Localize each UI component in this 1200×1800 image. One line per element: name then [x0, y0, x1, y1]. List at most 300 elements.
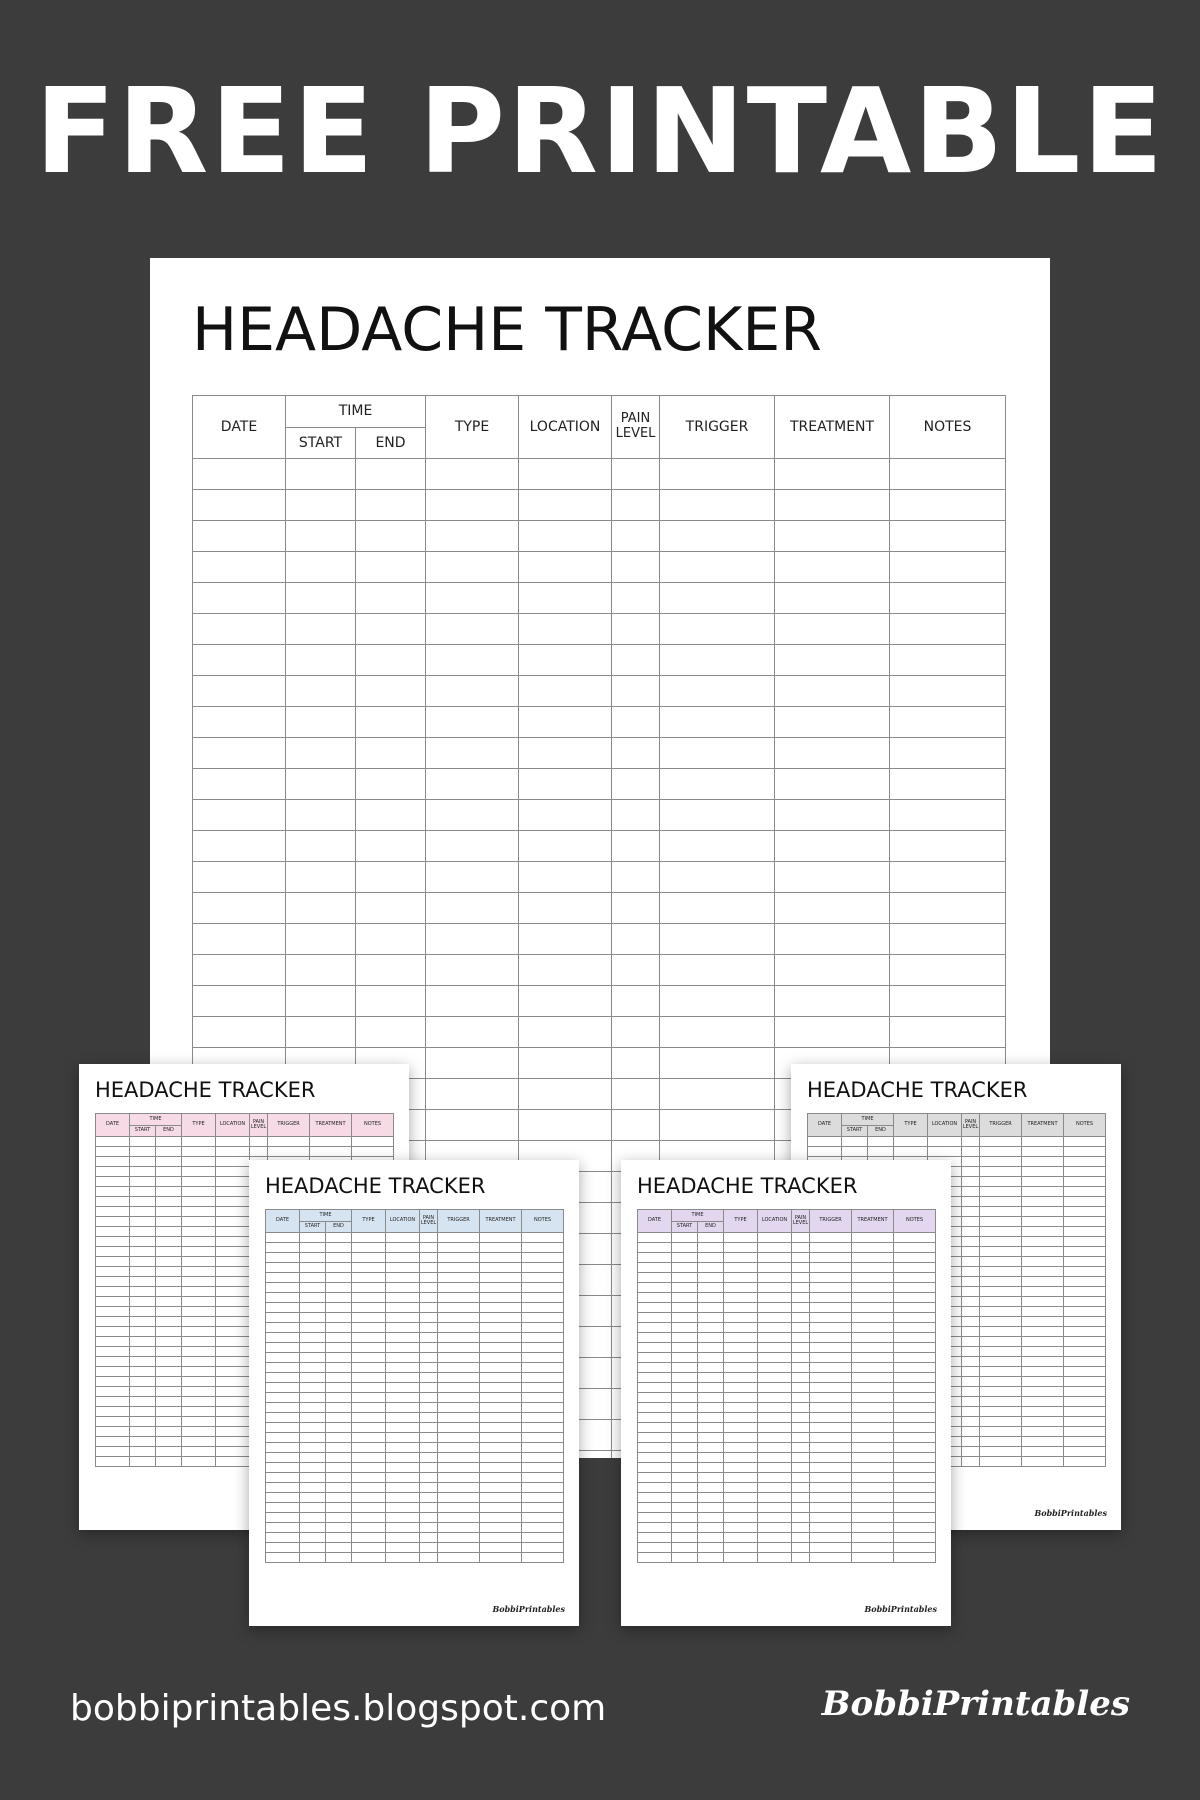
table-cell	[480, 1423, 522, 1433]
table-cell	[792, 1503, 810, 1513]
table-cell	[352, 1263, 386, 1273]
table-cell	[193, 831, 286, 862]
table-cell	[130, 1217, 156, 1227]
table-cell	[356, 924, 426, 955]
table-row	[638, 1523, 936, 1533]
table-cell	[182, 1147, 216, 1157]
table-cell	[300, 1473, 326, 1483]
table-cell	[758, 1343, 792, 1353]
table-cell	[193, 645, 286, 676]
table-cell	[980, 1357, 1022, 1367]
table-cell	[758, 1523, 792, 1533]
table-cell	[420, 1493, 438, 1503]
table-row	[266, 1493, 564, 1503]
table-cell	[300, 1253, 326, 1263]
table-cell	[216, 1297, 250, 1307]
table-cell	[522, 1413, 564, 1423]
table-cell	[660, 552, 775, 583]
table-cell	[792, 1403, 810, 1413]
table-cell	[193, 552, 286, 583]
col-end: END	[156, 1126, 182, 1137]
table-cell	[890, 769, 1006, 800]
table-cell	[156, 1457, 182, 1467]
table-cell	[519, 1048, 612, 1079]
table-cell	[724, 1323, 758, 1333]
table-cell	[638, 1413, 672, 1423]
table-cell	[758, 1493, 792, 1503]
table-cell	[310, 1137, 352, 1147]
table-cell	[480, 1503, 522, 1513]
table-cell	[182, 1417, 216, 1427]
table-cell	[962, 1197, 980, 1207]
footer-url: bobbiprintables.blogspot.com	[70, 1688, 607, 1729]
table-cell	[420, 1243, 438, 1253]
table-cell	[1064, 1137, 1106, 1147]
table-cell	[326, 1423, 352, 1433]
table-cell	[980, 1397, 1022, 1407]
table-row	[638, 1533, 936, 1543]
table-cell	[1022, 1277, 1064, 1287]
table-row	[638, 1273, 936, 1283]
table-cell	[792, 1283, 810, 1293]
table-cell	[300, 1533, 326, 1543]
table-cell	[638, 1273, 672, 1283]
table-cell	[480, 1383, 522, 1393]
table-cell	[352, 1243, 386, 1253]
table-cell	[724, 1393, 758, 1403]
table-cell	[852, 1283, 894, 1293]
table-row	[266, 1293, 564, 1303]
table-cell	[193, 955, 286, 986]
table-cell	[962, 1297, 980, 1307]
table-cell	[326, 1513, 352, 1523]
table-cell	[852, 1303, 894, 1313]
table-cell	[266, 1243, 300, 1253]
table-cell	[758, 1243, 792, 1253]
table-cell	[724, 1463, 758, 1473]
table-cell	[758, 1363, 792, 1373]
table-cell	[130, 1397, 156, 1407]
table-cell	[1022, 1327, 1064, 1337]
table-cell	[852, 1253, 894, 1263]
table-cell	[519, 831, 612, 862]
table-cell	[522, 1443, 564, 1453]
table-cell	[852, 1333, 894, 1343]
mini-sheet-title: HEADACHE TRACKER	[95, 1078, 316, 1102]
table-cell	[724, 1283, 758, 1293]
table-cell	[672, 1393, 698, 1403]
table-cell	[962, 1227, 980, 1237]
table-cell	[638, 1353, 672, 1363]
col-end: END	[698, 1222, 724, 1233]
table-cell	[156, 1197, 182, 1207]
table-cell	[698, 1543, 724, 1553]
table-cell	[758, 1553, 792, 1563]
table-cell	[480, 1463, 522, 1473]
table-cell	[216, 1157, 250, 1167]
col-trigger: TRIGGER	[438, 1210, 480, 1233]
col-start: START	[300, 1222, 326, 1233]
table-cell	[216, 1257, 250, 1267]
table-cell	[980, 1437, 1022, 1447]
table-cell	[852, 1503, 894, 1513]
table-cell	[962, 1407, 980, 1417]
table-row	[638, 1323, 936, 1333]
table-cell	[660, 645, 775, 676]
table-cell	[1064, 1427, 1106, 1437]
table-cell	[96, 1327, 130, 1337]
table-cell	[326, 1303, 352, 1313]
table-cell	[130, 1257, 156, 1267]
table-cell	[775, 831, 890, 862]
table-cell	[1022, 1407, 1064, 1417]
table-cell	[792, 1373, 810, 1383]
table-cell	[130, 1167, 156, 1177]
table-cell	[386, 1263, 420, 1273]
table-cell	[480, 1403, 522, 1413]
table-cell	[438, 1353, 480, 1363]
table-cell	[980, 1417, 1022, 1427]
table-cell	[420, 1253, 438, 1263]
table-cell	[894, 1463, 936, 1473]
table-cell	[698, 1333, 724, 1343]
table-row	[638, 1453, 936, 1463]
table-cell	[480, 1513, 522, 1523]
table-cell	[698, 1283, 724, 1293]
table-cell	[852, 1353, 894, 1363]
table-cell	[1064, 1167, 1106, 1177]
table-cell	[1022, 1377, 1064, 1387]
table-cell	[96, 1407, 130, 1417]
table-cell	[660, 769, 775, 800]
table-row	[266, 1413, 564, 1423]
table-cell	[962, 1217, 980, 1227]
table-cell	[724, 1233, 758, 1243]
table-cell	[480, 1443, 522, 1453]
table-cell	[1022, 1247, 1064, 1257]
table-cell	[758, 1253, 792, 1263]
table-cell	[156, 1227, 182, 1237]
table-cell	[810, 1443, 852, 1453]
table-cell	[420, 1383, 438, 1393]
table-cell	[672, 1293, 698, 1303]
table-cell	[266, 1493, 300, 1503]
table-cell	[352, 1413, 386, 1423]
table-cell	[480, 1413, 522, 1423]
table-cell	[758, 1473, 792, 1483]
table-row	[808, 1147, 1106, 1157]
col-start: START	[286, 428, 356, 459]
table-cell	[420, 1263, 438, 1273]
table-cell	[356, 521, 426, 552]
table-cell	[638, 1553, 672, 1563]
table-cell	[426, 769, 519, 800]
table-cell	[810, 1473, 852, 1483]
table-cell	[182, 1387, 216, 1397]
table-cell	[1064, 1247, 1106, 1257]
table-cell	[519, 893, 612, 924]
table-cell	[758, 1303, 792, 1313]
table-cell	[480, 1543, 522, 1553]
table-cell	[426, 490, 519, 521]
table-cell	[638, 1333, 672, 1343]
table-cell	[438, 1283, 480, 1293]
table-cell	[216, 1357, 250, 1367]
table-cell	[519, 738, 612, 769]
table-cell	[522, 1503, 564, 1513]
table-cell	[698, 1493, 724, 1503]
table-cell	[156, 1317, 182, 1327]
col-end: END	[326, 1222, 352, 1233]
table-cell	[266, 1413, 300, 1423]
table-cell	[130, 1317, 156, 1327]
table-cell	[96, 1277, 130, 1287]
table-cell	[96, 1347, 130, 1357]
col-pain-level: PAIN LEVEL	[962, 1114, 980, 1137]
table-cell	[426, 1017, 519, 1048]
table-cell	[182, 1267, 216, 1277]
table-cell	[352, 1513, 386, 1523]
table-cell	[724, 1243, 758, 1253]
table-cell	[522, 1453, 564, 1463]
table-cell	[1022, 1397, 1064, 1407]
table-row	[193, 831, 1006, 862]
table-cell	[156, 1417, 182, 1427]
table-cell	[156, 1247, 182, 1257]
table-cell	[638, 1363, 672, 1373]
table-cell	[660, 521, 775, 552]
table-cell	[216, 1177, 250, 1187]
table-cell	[638, 1343, 672, 1353]
table-cell	[386, 1423, 420, 1433]
table-cell	[792, 1253, 810, 1263]
table-cell	[852, 1463, 894, 1473]
table-cell	[698, 1253, 724, 1263]
table-cell	[1064, 1257, 1106, 1267]
table-cell	[96, 1427, 130, 1437]
table-cell	[810, 1553, 852, 1563]
table-row	[266, 1503, 564, 1513]
table-cell	[792, 1473, 810, 1483]
table-cell	[326, 1243, 352, 1253]
table-cell	[928, 1147, 962, 1157]
table-cell	[286, 955, 356, 986]
table-cell	[300, 1263, 326, 1273]
table-row	[266, 1273, 564, 1283]
table-cell	[890, 552, 1006, 583]
table-cell	[980, 1317, 1022, 1327]
table-cell	[758, 1373, 792, 1383]
table-cell	[1022, 1457, 1064, 1467]
table-cell	[352, 1147, 394, 1157]
table-cell	[698, 1383, 724, 1393]
table-cell	[724, 1513, 758, 1523]
table-cell	[1064, 1357, 1106, 1367]
table-cell	[1064, 1447, 1106, 1457]
table-cell	[660, 676, 775, 707]
table-cell	[386, 1363, 420, 1373]
table-cell	[300, 1233, 326, 1243]
table-cell	[890, 924, 1006, 955]
table-cell	[792, 1233, 810, 1243]
table-cell	[216, 1447, 250, 1457]
col-type: TYPE	[724, 1210, 758, 1233]
table-cell	[672, 1413, 698, 1423]
table-cell	[852, 1423, 894, 1433]
table-cell	[672, 1233, 698, 1243]
table-cell	[352, 1363, 386, 1373]
table-cell	[962, 1207, 980, 1217]
mini-watermark: BobbiPrintables	[492, 1604, 565, 1614]
table-cell	[612, 893, 660, 924]
table-cell	[96, 1457, 130, 1467]
table-cell	[724, 1303, 758, 1313]
col-start: START	[672, 1222, 698, 1233]
table-cell	[962, 1377, 980, 1387]
table-cell	[612, 1017, 660, 1048]
table-cell	[810, 1403, 852, 1413]
table-cell	[660, 800, 775, 831]
table-cell	[156, 1297, 182, 1307]
table-cell	[156, 1357, 182, 1367]
table-cell	[480, 1303, 522, 1313]
table-cell	[638, 1423, 672, 1433]
table-cell	[638, 1283, 672, 1293]
table-cell	[326, 1373, 352, 1383]
table-cell	[1064, 1367, 1106, 1377]
col-treatment: TREATMENT	[1022, 1114, 1064, 1137]
table-cell	[300, 1283, 326, 1293]
table-cell	[660, 924, 775, 955]
table-cell	[326, 1343, 352, 1353]
table-row	[266, 1343, 564, 1353]
table-cell	[672, 1553, 698, 1563]
table-cell	[660, 831, 775, 862]
table-cell	[96, 1157, 130, 1167]
table-cell	[638, 1493, 672, 1503]
table-cell	[724, 1543, 758, 1553]
table-cell	[672, 1473, 698, 1483]
table-cell	[519, 583, 612, 614]
table-cell	[758, 1503, 792, 1513]
table-cell	[810, 1263, 852, 1273]
mini-sheet-blue	[249, 1160, 579, 1626]
table-cell	[420, 1393, 438, 1403]
table-cell	[792, 1263, 810, 1273]
table-cell	[758, 1323, 792, 1333]
table-cell	[386, 1493, 420, 1503]
table-cell	[522, 1263, 564, 1273]
table-cell	[326, 1433, 352, 1443]
table-cell	[96, 1357, 130, 1367]
table-cell	[775, 862, 890, 893]
table-cell	[758, 1263, 792, 1273]
table-cell	[300, 1273, 326, 1283]
table-cell	[266, 1543, 300, 1553]
table-cell	[352, 1493, 386, 1503]
table-cell	[1064, 1177, 1106, 1187]
table-cell	[300, 1433, 326, 1443]
col-notes: NOTES	[890, 396, 1006, 459]
table-cell	[326, 1333, 352, 1343]
table-row	[638, 1313, 936, 1323]
table-cell	[792, 1313, 810, 1323]
table-cell	[266, 1293, 300, 1303]
table-cell	[182, 1457, 216, 1467]
col-trigger: TRIGGER	[810, 1210, 852, 1233]
table-cell	[672, 1513, 698, 1523]
table-cell	[980, 1137, 1022, 1147]
table-cell	[792, 1273, 810, 1283]
table-cell	[1022, 1427, 1064, 1437]
table-cell	[758, 1413, 792, 1423]
table-cell	[438, 1253, 480, 1263]
table-cell	[638, 1393, 672, 1403]
table-cell	[216, 1457, 250, 1467]
table-cell	[438, 1393, 480, 1403]
table-cell	[356, 862, 426, 893]
table-cell	[352, 1533, 386, 1543]
table-cell	[1022, 1167, 1064, 1177]
table-cell	[438, 1493, 480, 1503]
table-cell	[352, 1137, 394, 1147]
table-row	[266, 1473, 564, 1483]
table-row	[193, 800, 1006, 831]
table-cell	[962, 1177, 980, 1187]
table-cell	[962, 1137, 980, 1147]
table-cell	[356, 1017, 426, 1048]
table-cell	[156, 1157, 182, 1167]
table-cell	[810, 1523, 852, 1533]
table-cell	[1022, 1387, 1064, 1397]
table-cell	[420, 1513, 438, 1523]
table-cell	[266, 1553, 300, 1563]
table-cell	[96, 1447, 130, 1457]
table-cell	[724, 1523, 758, 1533]
table-cell	[698, 1553, 724, 1563]
table-cell	[352, 1403, 386, 1413]
table-cell	[810, 1333, 852, 1343]
table-cell	[522, 1353, 564, 1363]
table-cell	[266, 1363, 300, 1373]
table-cell	[438, 1443, 480, 1453]
table-cell	[638, 1383, 672, 1393]
table-cell	[758, 1333, 792, 1343]
table-cell	[890, 490, 1006, 521]
table-cell	[156, 1347, 182, 1357]
table-cell	[638, 1373, 672, 1383]
table-cell	[356, 769, 426, 800]
table-cell	[672, 1243, 698, 1253]
table-cell	[698, 1453, 724, 1463]
table-cell	[216, 1347, 250, 1357]
table-cell	[672, 1323, 698, 1333]
table-cell	[426, 1048, 519, 1079]
table-cell	[522, 1553, 564, 1563]
table-cell	[182, 1227, 216, 1237]
table-cell	[130, 1207, 156, 1217]
table-cell	[156, 1367, 182, 1377]
table-cell	[852, 1263, 894, 1273]
col-treatment: TREATMENT	[480, 1210, 522, 1233]
table-cell	[96, 1207, 130, 1217]
mini-sheet-title: HEADACHE TRACKER	[265, 1174, 486, 1198]
table-cell	[638, 1313, 672, 1323]
table-cell	[672, 1453, 698, 1463]
table-cell	[792, 1433, 810, 1443]
table-cell	[130, 1377, 156, 1387]
table-cell	[1022, 1137, 1064, 1147]
